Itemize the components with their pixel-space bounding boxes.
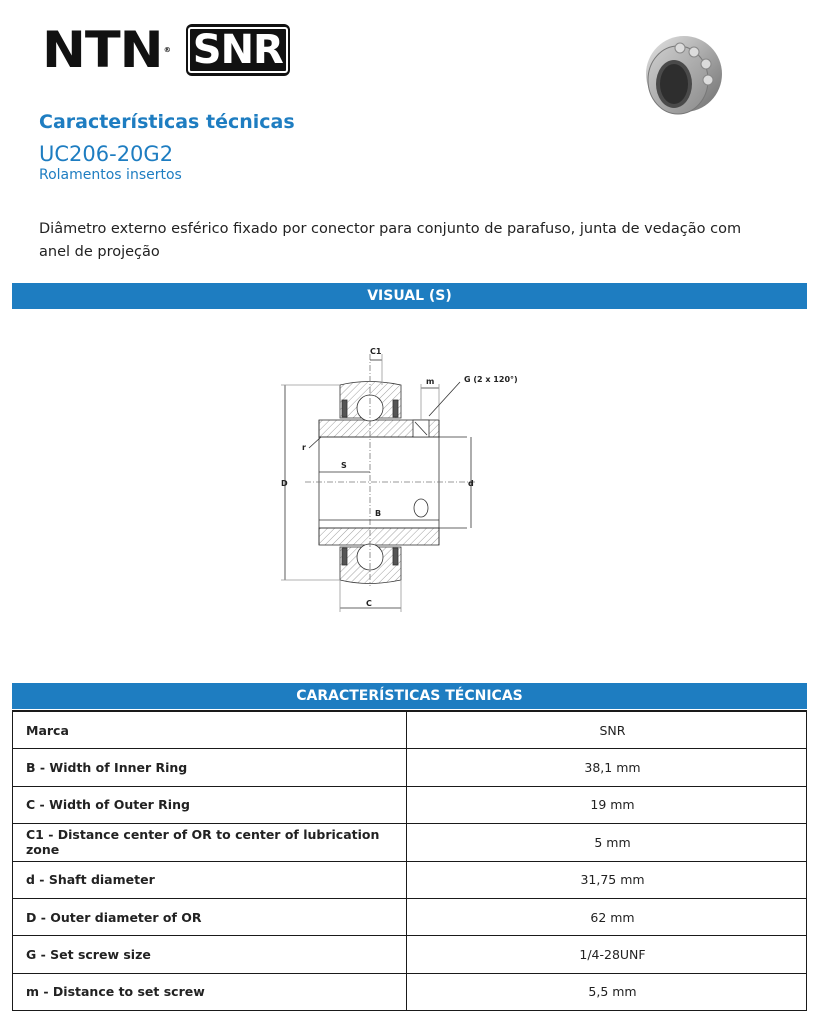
spec-key: C - Width of Outer Ring bbox=[13, 786, 407, 823]
label-m: m bbox=[426, 377, 435, 386]
page-title: Características técnicas bbox=[39, 111, 295, 133]
spec-key: C1 - Distance center of OR to center of lubrication zone bbox=[13, 824, 407, 861]
table-row bbox=[13, 749, 807, 786]
spec-value: 31,75 mm bbox=[407, 861, 807, 898]
label-s: S bbox=[341, 461, 347, 470]
bearing-product-image bbox=[638, 34, 724, 120]
table-row bbox=[13, 898, 807, 935]
label-c1: C1 bbox=[370, 347, 382, 356]
spec-value: 19 mm bbox=[407, 786, 807, 823]
label-shaft-diameter: d bbox=[468, 479, 474, 488]
spec-value: 1/4-28UNF bbox=[407, 936, 807, 973]
spec-key: B - Width of Inner Ring bbox=[13, 749, 407, 786]
label-c: C bbox=[366, 599, 372, 608]
specs-table bbox=[12, 710, 807, 1011]
spec-key: D - Outer diameter of OR bbox=[13, 898, 407, 935]
spec-value: 62 mm bbox=[407, 898, 807, 935]
table-row bbox=[13, 936, 807, 973]
ntn-logo: NTN® bbox=[42, 21, 170, 79]
product-description: Diâmetro externo esférico fixado por conector para conjunto de parafuso, junta de vedação com anel de projeção bbox=[39, 221, 742, 260]
spec-key: d - Shaft diameter bbox=[13, 861, 407, 898]
spec-value: 38,1 mm bbox=[407, 749, 807, 786]
spec-value: 5,5 mm bbox=[407, 973, 807, 1010]
spec-value: SNR bbox=[407, 711, 807, 749]
model-number: UC206-20G2 bbox=[39, 142, 174, 166]
label-g: G (2 x 120°) bbox=[464, 375, 518, 384]
spec-key: G - Set screw size bbox=[13, 936, 407, 973]
snr-logo: SNR bbox=[186, 24, 290, 76]
table-row bbox=[13, 824, 807, 861]
table-row bbox=[13, 711, 807, 749]
table-row bbox=[13, 786, 807, 823]
table-row bbox=[13, 861, 807, 898]
brand-logos bbox=[42, 22, 290, 78]
table-row bbox=[13, 973, 807, 1010]
visual-section-header: VISUAL (S) bbox=[12, 283, 807, 309]
technical-drawing bbox=[275, 340, 535, 620]
label-r: r bbox=[302, 443, 306, 452]
product-category: Rolamentos insertos bbox=[39, 167, 182, 183]
spec-key: m - Distance to set screw bbox=[13, 973, 407, 1010]
spec-key: Marca bbox=[13, 711, 407, 749]
specs-section-header: CARACTERÍSTICAS TÉCNICAS bbox=[12, 683, 807, 709]
spec-value: 5 mm bbox=[407, 824, 807, 861]
label-b: B bbox=[375, 509, 382, 518]
label-outer-diameter: D bbox=[281, 479, 288, 488]
